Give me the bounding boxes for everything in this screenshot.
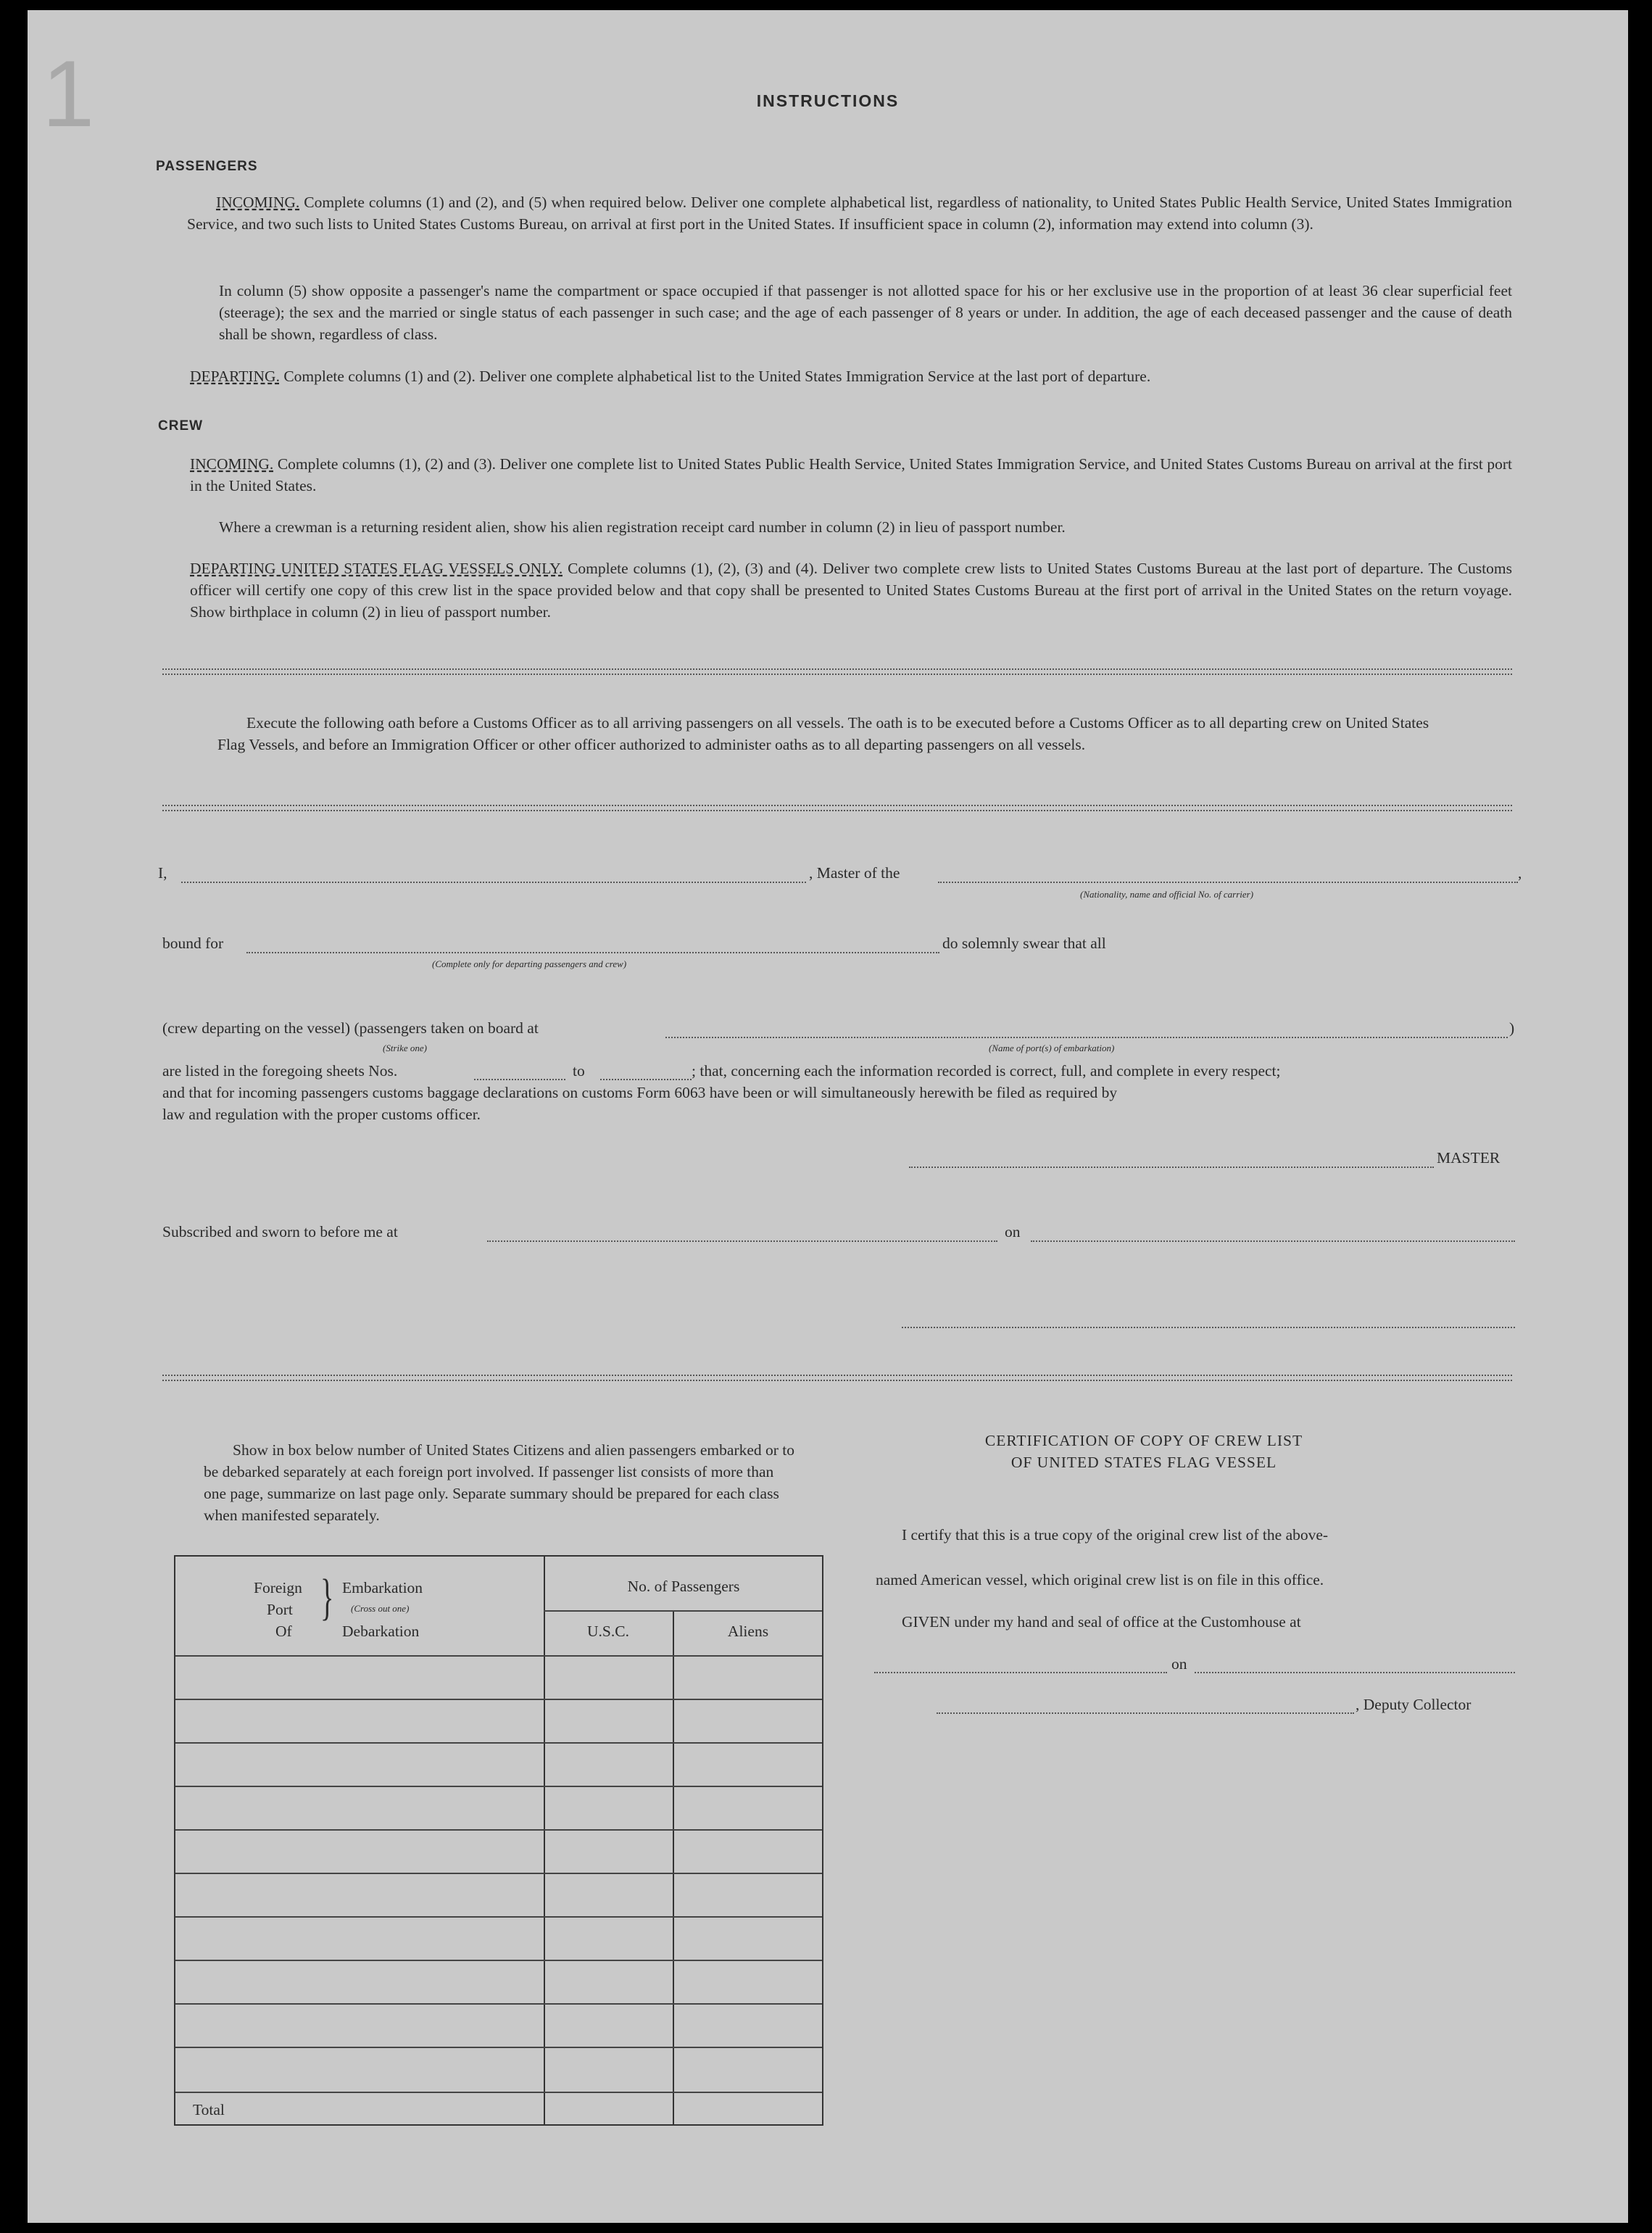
deputy-collector-signature-field[interactable] [937,1712,1354,1714]
crew-incoming-label: INCOMING. [190,455,274,473]
crew-incoming-text: Complete columns (1), (2) and (3). Deliver one complete list to United States Public Health Service, United States Immigration Service, and United States Customs Bureau on arrival at the first port in the United States. [190,455,1512,494]
table-row [175,2047,822,2048]
carrier-field[interactable] [938,882,1518,883]
col-port-label: Port [267,1601,293,1618]
table-row [175,1742,822,1744]
certification-title-line1: CERTIFICATION OF COPY OF CREW LIST [984,1432,1303,1449]
officer-signature-field[interactable] [902,1327,1515,1328]
table-row [175,1829,822,1831]
oath-listed-rest: ; that, concerning each the information recorded is correct, full, and complete in every respect; [692,1062,1281,1080]
table-row [175,2003,822,2005]
passengers-departing-paragraph [190,365,1512,387]
certification-on-label: on [1171,1655,1187,1673]
master-name-field[interactable] [181,882,806,883]
crew-departing-text: Complete columns (1), (2), (3) and (4). Deliver two complete crew lists to United States Customs Bureau at the last port of departure. The Customs officer will certify one copy of this crew list in the space provided below and that copy shall be presented to United States Customs Bureau at the first port of arrival in the United States on the return voyage. Show birthplace in column (2) in lieu of passport number. [190,560,1513,621]
passengers-heading: PASSENGERS [156,159,258,174]
passengers-incoming-paragraph [187,191,1512,235]
oath-intro-paragraph: Execute the following oath before a Customs Officer as to all arriving passengers on all vessels. The oath is to be executed before a Customs Officer as to all departing crew on United States Flag Vessels, and before an Immigration Officer or other officer authorized to administer oaths as to all departing passengers on all vessels. [217,714,1429,753]
embarkation-ports-field[interactable] [665,1037,1508,1038]
oath-swear: do solemnly swear that all [942,935,1106,952]
col-foreign-label: Foreign [254,1579,302,1596]
passengers-departing-label: DEPARTING. [190,368,280,385]
section-divider [162,668,1512,675]
bound-for-field[interactable] [246,952,939,953]
customhouse-field[interactable] [874,1672,1167,1673]
section-divider [162,1375,1512,1381]
passengers-column5-paragraph: In column (5) show opposite a passenger's name the compartment or space occupied if that passenger is not allotted space for his or her exclusive use in the proportion of at least 36 clear superficial feet (steerage); the sex and the married or single status of each passenger in such case; and the age of each passenger of 8 years or under. In addition, the age of each deceased passenger and the cause of death shall be shown, regardless of class. [219,282,1512,343]
sheet-to-field[interactable] [600,1079,692,1080]
strike-note: (Strike one) [383,1043,428,1053]
table-row [175,1960,822,1961]
crew-departing-label: DEPARTING UNITED STATES FLAG VESSELS ONLY. [190,560,563,577]
passengers-departing-text: Complete columns (1) and (2). Deliver one complete alphabetical list to the United States Immigration Service at the last port of departure. [283,368,1151,385]
oath-master-of: , Master of the [809,864,900,882]
table-row [175,1699,822,1700]
master-label: MASTER [1437,1149,1501,1167]
deputy-collector-label: , Deputy Collector [1356,1696,1472,1713]
oath-i-label: I, [158,864,167,882]
col-cross-out-note: (Cross out one) [351,1603,410,1614]
total-label: Total [193,2101,225,2118]
oath-listed-prefix: are listed in the foregoing sheets Nos. [162,1062,398,1080]
col-of-label: Of [275,1623,292,1640]
carrier-note: (Nationality, name and official No. of carrier) [1080,889,1254,900]
oath-subscribed: Subscribed and sworn to before me at [162,1223,398,1240]
col-embarkation-label: Embarkation [342,1579,423,1596]
certification-line3: GIVEN under my hand and seal of office at the Customhouse at [902,1613,1301,1631]
bound-note: (Complete only for departing passengers and crew) [432,958,627,969]
sheet-from-field[interactable] [474,1079,565,1080]
oath-to-label: to [573,1062,585,1080]
passengers-incoming-label: INCOMING. [216,194,300,211]
oath-bound-for: bound for [162,935,224,952]
section-divider [162,805,1512,811]
table-row [175,1786,822,1787]
carrier-end-comma: , [1518,864,1522,882]
sworn-place-field[interactable] [487,1240,997,1242]
crew-resident-paragraph: Where a crewman is a returning resident alien, show his alien registration receipt card number in column (2) in lieu of passport number. [219,518,1066,536]
certification-date-field[interactable] [1195,1672,1515,1673]
page-title: INSTRUCTIONS [756,91,900,110]
col-usc: U.S.C. [587,1623,629,1640]
document-page [28,10,1628,2223]
passengers-incoming-text: Complete columns (1) and (2), and (5) when required below. Deliver one complete alphabetical list, regardless of nationality, to United States Public Health Service, United States Immigration Service, and two such lists to United States Customs Bureau, on arrival at first port in the United States. If insufficient space in column (2), information may extend into column (3). [187,194,1513,233]
oath-crew-passengers: (crew departing on the vessel) (passengers taken on board at [162,1019,539,1037]
table-row [175,2092,822,2093]
crew-incoming-paragraph [190,453,1512,497]
master-signature-field[interactable] [909,1167,1434,1168]
col-debarkation-label: Debarkation [342,1623,420,1640]
page-margin-mark: 1 [42,41,95,146]
table-row [175,1873,822,1874]
ports-note: (Name of port(s) of embarkation) [989,1043,1115,1053]
crew-departing-paragraph [190,558,1512,623]
sworn-date-field[interactable] [1031,1240,1515,1242]
col-no-of-passengers: No. of Passengers [627,1578,740,1595]
certification-line2: named American vessel, which original crew list is on file in this office. [876,1571,1324,1588]
crew-heading: CREW [158,418,204,434]
brace-icon: } [320,1570,334,1625]
certification-title-line2: OF UNITED STATES FLAG VESSEL [1010,1454,1277,1471]
oath-line3: law and regulation with the proper customs officer. [162,1106,481,1123]
passenger-summary-table [174,1555,823,2126]
summary-instructions: Show in box below number of United States Citizens and alien passengers embarked or to be debarked separately at each foreign port involved. If passenger list consists of more than one page, summarize on last page only. Separate summary should be prepared for each class when manifested separately. [204,1441,795,1524]
col-aliens: Aliens [727,1623,769,1640]
certification-line1: I certify that this is a true copy of the original crew list of the above- [902,1526,1329,1544]
oath-close-paren: ) [1509,1019,1515,1037]
oath-line2: and that for incoming passengers customs baggage declarations on customs Form 6063 have been or will simultaneously herewith be filed as required by [162,1084,1118,1101]
table-row [175,1916,822,1918]
oath-on-label: on [1005,1223,1021,1240]
